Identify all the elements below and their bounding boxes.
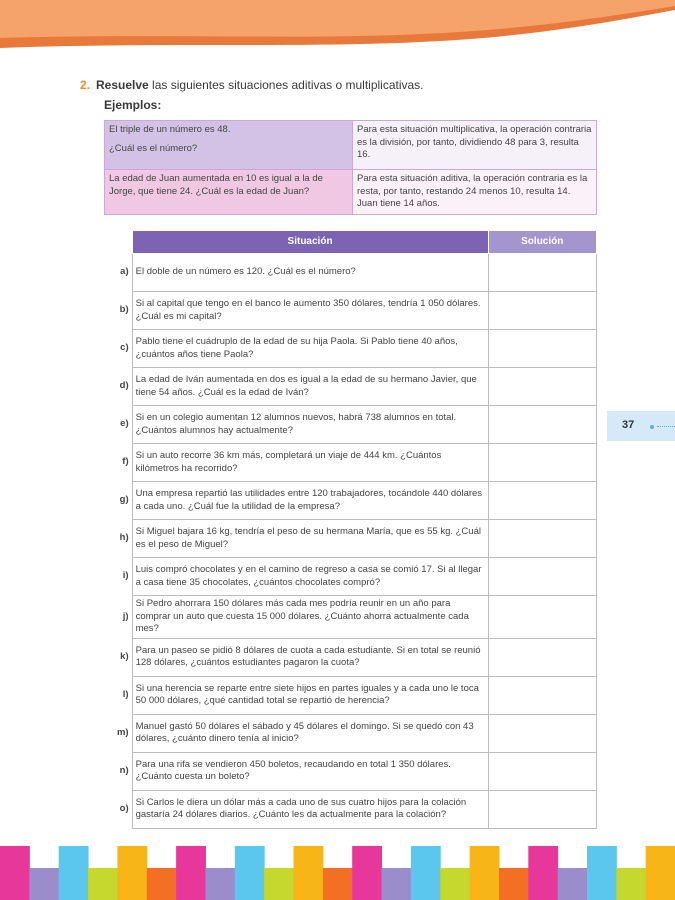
row-label: d) [119,380,129,392]
page-tab-line [657,426,675,428]
row-label: n) [119,764,129,776]
stripe [352,846,382,900]
situation-row [100,596,597,639]
stripe [440,868,470,900]
solution-cell[interactable] [488,330,596,368]
example-question-line: El triple de un número es 48. [109,124,231,135]
solution-cell[interactable] [488,752,596,790]
stripe [499,868,529,900]
situation-row [100,520,597,558]
exercise-verb: Resuelve [96,78,149,92]
situation-row [100,292,597,330]
situation-row [100,714,597,752]
situation-text: La edad de Iván aumentada en dos es igual a la edad de su hermano Javier, que tiene 54 años. ¿Cuál es la edad de Iván? [132,368,488,406]
page-tab-dot [650,425,654,429]
stripe [0,846,30,900]
situation-row [100,638,597,676]
solution-cell[interactable] [488,790,596,828]
situation-text: Si Pedro ahorrara 150 dólares más cada mes podría reunir en un año para comprar un auto que cuesta 15 000 dólares. ¿Cuánto ahorra actualmente cada mes? [132,596,488,639]
situation-text: Luis compró chocolates y en el camino de regreso a casa se comió 17. Si al llegar a casa tiene 35 chocolates, ¿cuántos chocolates compró? [132,558,488,596]
example-question [105,121,353,170]
situations-table [100,230,597,829]
top-decorative-band [0,0,675,60]
exercise-number: 2. [80,78,91,92]
stripe [147,868,177,900]
stripe [264,868,294,900]
page-number: 37 [622,419,635,431]
row-label: o) [119,802,129,814]
solution-cell[interactable] [488,444,596,482]
situation-row [100,482,597,520]
stripe [470,846,500,900]
row-label: m) [116,726,129,738]
examples-label: Ejemplos: [104,98,162,112]
exercise-instruction [80,78,424,92]
situation-text: Si en un colegio aumentan 12 alumnos nuevos, habrá 738 alumnos en total. ¿Cuántos alumnos hay actualmente? [132,406,488,444]
row-label: h) [119,532,129,544]
stripe [323,868,353,900]
situation-row [100,444,597,482]
stripe [294,846,324,900]
solution-cell[interactable] [488,406,596,444]
situation-row [100,752,597,790]
situation-text: Si una herencia se reparte entre siete hijos en partes iguales y a cada uno le toca 50 000 dólares, ¿qué cantidad total se repartió de herencia? [132,676,488,714]
row-label: f) [122,456,129,468]
row-label: j) [122,610,129,622]
situation-row [100,368,597,406]
solution-cell[interactable] [488,254,596,292]
situation-text: Si Carlos le diera un dólar más a cada uno de sus cuatro hijos para la colación gastaría 24 dólares diarios. ¿Cuánto les da actualmente para la colación? [132,790,488,828]
exercise-text: las siguientes situaciones aditivas o multiplicativas. [148,78,424,92]
situation-text: Si al capital que tengo en el banco le aumento 350 dólares, tendría 1 050 dólares. ¿Cuál es mi capital? [132,292,488,330]
row-label: i) [122,570,129,582]
solution-cell[interactable] [488,292,596,330]
solution-cell[interactable] [488,482,596,520]
situation-row [100,406,597,444]
row-label: k) [120,650,129,662]
examples-table [104,120,597,215]
stripe [176,846,206,900]
situation-text: Si un auto recorre 36 km más, completará un viaje de 444 km. ¿Cuántos kilómetros ha recorrido? [132,444,488,482]
stripe [59,846,89,900]
stripe [558,868,588,900]
example-answer: Para esta situación aditiva, la operación contraria es la resta, por tanto, restando 24 menos 10, resulta 14. Juan tiene 14 años. [353,170,597,215]
stripe [587,846,617,900]
row-label: b) [119,304,129,316]
solution-cell[interactable] [488,714,596,752]
situation-text: Para un paseo se pidió 8 dólares de cuota a cada estudiante. Si en total se reunió 128 dólares, ¿cuántos estudiantes pagaron la cuota? [132,638,488,676]
stripe [616,868,646,900]
situation-row [100,254,597,292]
stripe [235,846,265,900]
situation-row [100,558,597,596]
row-label: a) [120,266,129,278]
situation-row [100,790,597,828]
row-label: e) [120,418,129,430]
label-column-header [100,231,132,254]
situation-text: Una empresa repartió las utilidades entre 120 trabajadores, tocándole 440 dólares a cada uno. ¿Cuál fue la utilidad de la empresa? [132,482,488,520]
stripe [528,846,558,900]
stripe [88,868,118,900]
situation-text: El doble de un número es 120. ¿Cuál es el número? [132,254,488,292]
stripe [117,846,147,900]
situation-column-header: Situación [132,231,488,254]
situation-row [100,330,597,368]
situations-table-wrapper [100,230,597,829]
example-question: La edad de Juan aumentada en 10 es igual a la de Jorge, que tiene 24. ¿Cuál es la edad de Juan? [105,170,353,215]
stripe [382,868,412,900]
example-row [105,121,597,170]
row-label: c) [120,342,129,354]
example-row [105,170,597,215]
solution-cell[interactable] [488,676,596,714]
example-answer: Para esta situación multiplicativa, la operación contraria es la división, por tanto, dividiendo 48 para 3, resulta 16. [353,121,597,170]
solution-cell[interactable] [488,638,596,676]
solution-column-header: Solución [488,231,596,254]
row-label: g) [119,494,129,506]
situation-text: Pablo tiene el cuádruplo de la edad de su hija Paola. Si Pablo tiene 40 años, ¿cuántos años tiene Paola? [132,330,488,368]
solution-cell[interactable] [488,558,596,596]
situation-text: Manuel gastó 50 dólares el sábado y 45 dólares el domingo. Si se quedó con 43 dólares, ¿cuánto dinero tenía al inicio? [132,714,488,752]
situation-text: Si Miguel bajara 16 kg, tendría el peso de su hermana María, que es 55 kg. ¿Cuál es el peso de Miguel? [132,520,488,558]
stripe [411,846,441,900]
stripe [205,868,235,900]
solution-cell[interactable] [488,596,596,639]
example-question-line: ¿Cuál es el número? [109,142,198,154]
situation-row [100,676,597,714]
bottom-decorative-stripes [0,846,675,900]
row-label: l) [122,688,129,700]
stripe [646,846,675,900]
solution-cell[interactable] [488,520,596,558]
solution-cell[interactable] [488,368,596,406]
situation-text: Para una rifa se vendieron 450 boletos, recaudando en total 1 350 dólares. ¿Cuánto cuesta un boleto? [132,752,488,790]
stripe [29,868,59,900]
page-number-tab [607,411,675,441]
